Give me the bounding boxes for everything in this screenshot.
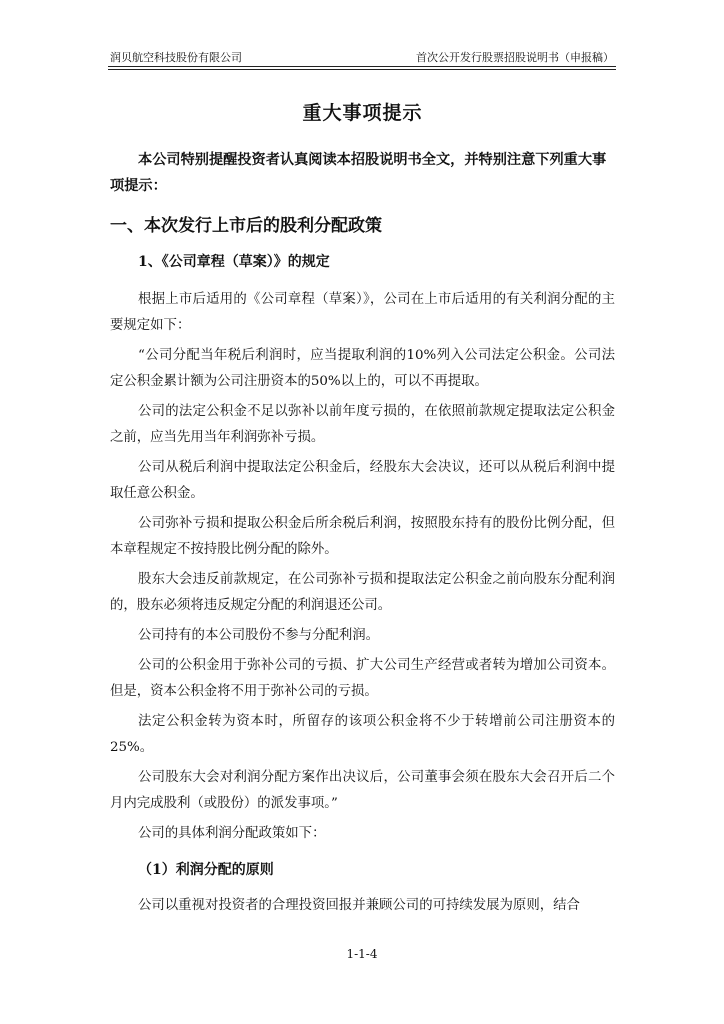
subsection-heading-principle: （1）利润分配的原则 (138, 862, 274, 878)
company-name: 润贝航空科技股份有限公司 (110, 51, 242, 64)
body-paragraph: “公司分配当年税后利润时，应当提取利润的10%列入公司法定公积金。公司法定公积金累计额为公司注册资本的50%以上的，可以不再提取。 (110, 348, 615, 389)
body-paragraph: 公司的公积金用于弥补公司的亏损、扩大公司生产经营或者转为增加公司资本。但是，资本公积金将不用于弥补公司的亏损。 (110, 658, 615, 699)
intro-paragraph: 本公司特别提醒投资者认真阅读本招股说明书全文，并特别注意下列重大事项提示： (110, 152, 607, 194)
section-heading: 一、本次发行上市后的股利分配政策 (110, 216, 382, 236)
subsection-heading: 1、《公司章程（草案）》的规定 (138, 254, 330, 270)
page-number: 1-1-4 (346, 947, 378, 961)
body-paragraph: 法定公积金转为资本时，所留存的该项公积金将不少于转增前公司注册资本的25%。 (110, 714, 615, 755)
body-paragraph: 公司的法定公积金不足以弥补以前年度亏损的，在依照前款规定提取法定公积金之前，应当先用当年利润弥补亏损。 (110, 404, 615, 445)
page-title: 重大事项提示 (302, 102, 423, 124)
body-paragraph: 公司股东大会对利润分配方案作出决议后，公司董事会须在股东大会召开后二个月内完成股利（或股份）的派发事项。” (110, 770, 615, 811)
page-header (108, 40, 616, 67)
body-paragraph: 公司的具体利润分配政策如下： (138, 826, 326, 841)
body-paragraph: 公司从税后利润中提取法定公积金后，经股东大会决议，还可以从税后利润中提取任意公积金。 (110, 460, 615, 501)
body-paragraph: 公司弥补亏损和提取公积金后所余税后利润，按照股东持有的股份比例分配，但本章程规定不按持股比例分配的除外。 (110, 516, 615, 557)
page-content (110, 98, 615, 919)
body-paragraph: 公司持有的本公司股份不参与分配利润。 (138, 628, 380, 643)
body-paragraph: 根据上市后适用的《公司章程（草案）》，公司在上市后适用的有关利润分配的主要规定如下： (110, 292, 615, 333)
body-paragraph: 股东大会违反前款规定，在公司弥补亏损和提取法定公积金之前向股东分配利润的，股东必须将违反规定分配的利润退还公司。 (110, 572, 615, 613)
document-title: 首次公开发行股票招股说明书（申报稿） (416, 51, 614, 64)
body-paragraph: 公司以重视对投资者的合理投资回报并兼顾公司的可持续发展为原则，结合 (138, 898, 580, 913)
